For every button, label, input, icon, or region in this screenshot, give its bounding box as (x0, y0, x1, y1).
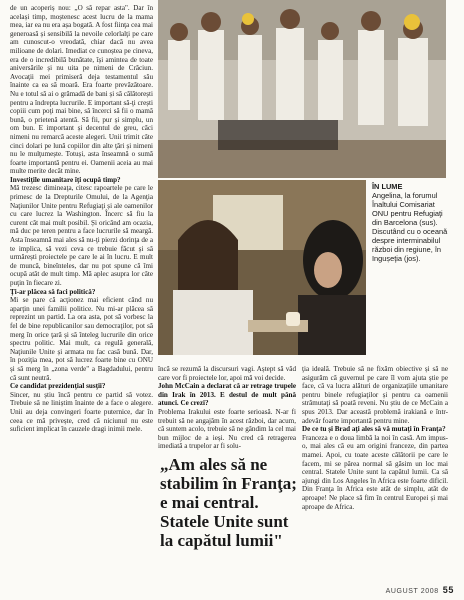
page-footer (386, 585, 454, 595)
paragraph: Franceza e o doua limbă la noi în casă. Am impus-o, mai ales că eu am origini franceze, din partea mamei. Apoi, cu toate aceste călătorii pe care le facem, mi se părea normal să găsim un loc mai central. Statele Unite sunt la capătul lumii. Ca să ajungi din Los Angeles în Africa este foarte dificil. Din Franţa în Africa este atât de simplu, atât de aproape! Ne place să fim în centrul Europei și mai aproape de Africa. (302, 433, 448, 511)
question-heading: Ce candidat prezidenţial susţii? (10, 382, 106, 391)
paragraph: Mă trezesc dimineaţa, citesc rapoartele pe care le primesc de la Drepturile Omului, de la Agenţia Naţiunilor Unite pentru Refugiaţi și ale oamenilor cu care lucrez la Washington. Încerc să fiu la curent cât mai mult posibil. Și oricând am ocazia, mă duc pe teren pentru a face lucrurile să meargă. Asta înseamnă mai ales să nu-ţi pierzi dorinţa de a te implica, să vezi ceva ce trebuie făcut și să urmărești proiectele pe care le ai în lucru. E mult de muncă, bineînteles, dar nu pot spune că îmi ocupă atât de mult timp. Mă aplec asupra lor câte puţin în fiecare zi. (10, 184, 153, 287)
paragraph: Mi se pare că acţionez mai eficient când nu aparţin unei familii politice. Nu mi-ar plăcea să reprezint un partid. La ora asta, pot să vorbesc la fel de bine republicanilor sau democraţilor, pot să merg în orice ţară și să înteleg lucrurile din orice spectru politic. Mai mult, ca regulă generală, Naţiunile Unite și armata nu fac casă bună. Dar, în poziţia mea, pot să lucrez foarte bine cu ONU și să merg în „zona verde" a Bagdadului, pentru că sunt neutră. (10, 296, 153, 382)
article-column-3 (302, 365, 448, 511)
question-heading: John McCain a declarat că ar retrage trupele din Irak în 2013. E destul de mult până atunci. Ce crezi? (158, 382, 296, 408)
paragraph: Sincer, nu știu încă pentru ce partid să votez. Trebuie să ne liniștim înainte de a face o alegere. Unii au deja convingeri foarte puternice, dar în ceea ce mă privește, cred că niciunul nu este suficient implicat în cauzele dragi inimii mele. (10, 390, 153, 434)
page-number: 55 (442, 585, 454, 595)
paragraph: Problema Irakului este foarte serioasă. N-ar fi trebuit să ne angajăm în acest război, dar acum, că suntem acolo, trebuie să ne gândim la cel mai bun mijloc de a ieși. Nu cred că retragerea imediată a trupelor ar fi solu- (158, 407, 296, 451)
paragraph: de un acoperiș nou: „O să repar asta". Dar în același timp, moștenesc acest lucru de la mama mea, iar ea nu era așa bogată. A fost fiinţa cea mai generoasă și sensibilă la nevoile celorlalţi pe care am cunoscut-o vreodată, chiar dacă nu avea milioane de dolari. Imediat ce cunoștea pe cineva, era de o incredibilă bunătate, își amintea de toate aniversările și nu uita pe nimeni de Crăciun. Avocaţii mei primiseră deja testamentul său înainte ca ea să moară. Era foarte prevăzătoare. Nu e totul să ai o grămadă de bani și să călătorești pentru a îndrepta lucrurile. E important să-ţi crești copiii cum poţi mai bine, să încerci să fii o mamă bună, o prietenă atentă. Să fii, pur și simplu, un om bun. E important și decentul de greu, căci nimeni nu remarcă aceste alegeri. Unii trimit câte cinci dolari pe lună copiilor din alte ţări și nimeni nu le mulţumește. Totuși, asta înseamnă o sumă foarte importantă pentru ei. Oamenii aceia au mai multe merite decât mine. (10, 4, 153, 176)
photo-refugee-forum (158, 0, 446, 178)
photo-ingushetia-discussion (158, 180, 366, 355)
question-heading: Ţi-ar plăcea să faci politică? (10, 287, 96, 296)
photo-caption (372, 182, 450, 263)
interview-image (158, 180, 366, 355)
children-crowd-image (158, 0, 446, 178)
paragraph: încă se rezumă la discursuri vagi. Aștept să văd care vor fi proiectele lor, apoi mă voi decide. (158, 365, 296, 382)
caption-heading: ÎN LUME (372, 182, 403, 191)
caption-body: Angelina, la forumul Înaltului Comisariat ONU pentru Refugiaţi din Barcelona (sus). Discutând cu o oceană despre interminabilul război din regiune, în Ingușeţia (jos). (372, 191, 448, 263)
article-column-2 (158, 365, 296, 451)
article-column-1 (10, 4, 153, 434)
pull-quote: „Am ales să ne stabilim în Franţa; e mai central. Statele Unite sunt la capătul lumii" (160, 455, 297, 550)
issue-date: AUGUST 2008 (385, 588, 439, 595)
paragraph: ţia ideală. Trebuie să ne fixăm obiective și să ne asigurăm că guvernul pe care îl vom ajuta știe pe face, că va lucra alături de organizaţiile umanitare pentru binele refugiaţilor și pentru ca oamenii strămutaţi să poată reveni. Nu știu de ce McCain a spus 2013. Dar această problemă irakiană e într-adevăr foarte importantă pentru mine. (302, 365, 448, 425)
question-heading: De ce tu și Brad aţi ales să vă mutaţi în Franţa? (302, 425, 446, 434)
question-heading: Investiţile umanitare îţi ocupă timp? (10, 175, 121, 184)
